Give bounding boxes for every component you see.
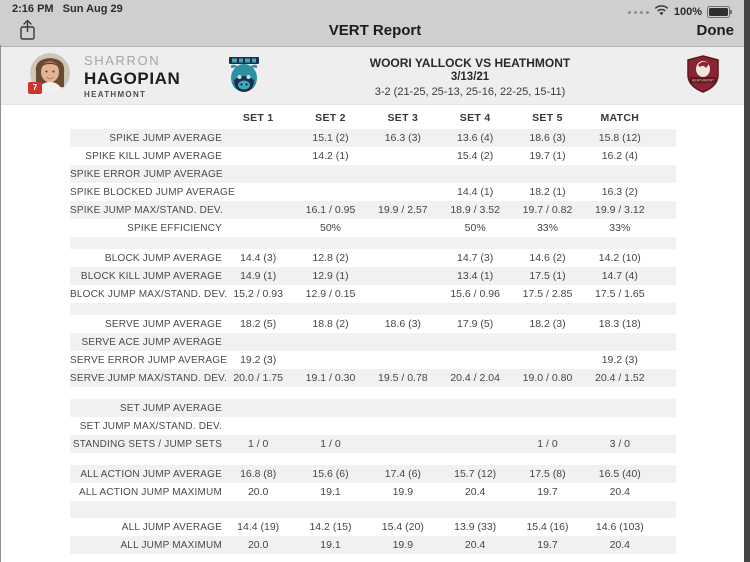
stat-value: 20.4 / 1.52 — [594, 372, 645, 384]
stat-value: 17.5 / 1.65 — [594, 288, 645, 300]
player-first-name: SHARRON — [84, 53, 161, 68]
stat-value: 14.2 (1) — [312, 150, 349, 162]
stats-table-rows — [70, 129, 676, 554]
stat-value: 14.6 (103) — [595, 521, 644, 533]
stat-value: 15.6 / 0.96 — [450, 288, 500, 300]
table-row — [70, 399, 676, 417]
stat-value: 18.3 (18) — [598, 318, 641, 330]
woori-yallock-mascot-logo — [226, 56, 262, 99]
stat-value: 15.1 (2) — [312, 132, 349, 144]
stat-value: 20.4 — [609, 486, 631, 498]
table-spacer-row — [70, 237, 676, 249]
screen-edge-right — [744, 0, 750, 562]
table-row — [70, 369, 676, 387]
column-header: SET 4 — [459, 111, 491, 124]
stat-value: 15.7 (12) — [454, 468, 497, 480]
stat-value: 3 / 0 — [609, 438, 631, 450]
stat-value: 20.0 — [247, 486, 269, 498]
row-label: SERVE JUMP MAX/STAND. DEV. — [70, 372, 228, 384]
stat-value: 20.4 — [609, 539, 631, 551]
row-label: BLOCK JUMP AVERAGE — [104, 252, 222, 264]
player-name-block — [84, 54, 180, 99]
column-header: SET 2 — [315, 111, 346, 124]
nav-bar — [0, 17, 750, 45]
stat-value: 17.5 / 2.85 — [522, 288, 573, 300]
table-row — [70, 249, 676, 267]
stat-value: 14.7 (3) — [457, 252, 494, 264]
stat-value: 50% — [319, 222, 341, 234]
row-label: ALL JUMP MAXIMUM — [120, 539, 222, 551]
stat-value: 18.6 (3) — [529, 132, 566, 144]
status-date: Sun Aug 29 — [62, 3, 123, 15]
table-row — [70, 219, 676, 237]
table-row — [70, 435, 676, 453]
row-label: SPIKE BLOCKED JUMP AVERAGE — [70, 186, 235, 198]
stat-value: 14.2 (10) — [598, 252, 641, 264]
stat-value: 19.9 — [392, 539, 414, 551]
stat-value: 19.2 (3) — [601, 354, 638, 366]
stat-value: 20.4 — [464, 486, 486, 498]
row-label: SERVE ERROR JUMP AVERAGE — [70, 354, 228, 366]
table-row — [70, 483, 676, 501]
stat-value: 19.7 — [537, 539, 558, 551]
table-spacer-row — [70, 387, 676, 399]
stat-value: 19.1 — [320, 539, 341, 551]
stat-value: 13.9 (33) — [454, 521, 497, 533]
stat-value: 17.9 (5) — [457, 318, 494, 330]
stat-value: 14.4 (19) — [237, 521, 280, 533]
table-row — [70, 315, 676, 333]
stat-value: 13.6 (4) — [457, 132, 494, 144]
stat-value: 16.2 (4) — [601, 150, 638, 162]
table-spacer-row — [70, 303, 676, 315]
player-header — [0, 47, 744, 105]
stat-value: 16.3 (2) — [601, 186, 638, 198]
table-row — [70, 285, 676, 303]
done-button[interactable]: Done — [696, 22, 734, 39]
stat-value: 16.5 (40) — [598, 468, 641, 480]
stat-value: 20.4 / 2.04 — [450, 372, 500, 384]
table-spacer-row — [70, 453, 676, 465]
cellular-signal-icon — [628, 11, 649, 14]
stat-value: 19.7 / 0.82 — [522, 204, 573, 216]
stat-value: 15.4 (2) — [457, 150, 494, 162]
stat-value: 15.6 (6) — [312, 468, 349, 480]
column-header: MATCH — [600, 111, 640, 124]
stat-value: 13.4 (1) — [457, 270, 494, 282]
stat-value: 1 / 0 — [247, 438, 269, 450]
stat-value: 20.0 / 1.75 — [233, 372, 283, 384]
svg-text:HEATHMONT: HEATHMONT — [691, 78, 715, 83]
row-label: STANDING SETS / JUMP SETS — [72, 438, 222, 450]
stat-value: 12.9 (1) — [312, 270, 349, 282]
match-info — [320, 57, 620, 98]
screen-edge-left — [0, 45, 1, 562]
table-row — [70, 183, 676, 201]
table-row — [70, 267, 676, 285]
column-header: SET 1 — [242, 111, 274, 124]
stat-value: 15.8 (12) — [598, 132, 641, 144]
stat-value: 17.4 (6) — [384, 468, 421, 480]
row-label: SPIKE JUMP MAX/STAND. DEV. — [70, 204, 223, 216]
match-title: WOORI YALLOCK VS HEATHMONT — [369, 56, 571, 70]
row-label: SPIKE EFFICIENCY — [127, 222, 222, 234]
table-row — [70, 536, 676, 554]
jersey-number-badge: 7 — [28, 82, 42, 94]
column-header: SET 3 — [387, 111, 419, 124]
stat-value: 19.2 (3) — [240, 354, 277, 366]
stat-value: 18.9 / 3.52 — [450, 204, 500, 216]
stat-value: 16.8 (8) — [240, 468, 277, 480]
top-bar — [0, 0, 750, 47]
stat-value: 14.9 (1) — [240, 270, 277, 282]
stat-value: 33% — [536, 222, 558, 234]
battery-percent: 100% — [673, 6, 702, 18]
match-score: 3-2 (21-25, 25-13, 25-16, 22-25, 15-11) — [374, 85, 566, 98]
heathmont-shield-logo — [686, 55, 720, 98]
stat-value: 1 / 0 — [320, 438, 341, 450]
stat-value: 16.3 (3) — [384, 132, 421, 144]
row-label: ALL JUMP AVERAGE — [121, 521, 222, 533]
column-header: SET 5 — [532, 111, 563, 124]
stat-value: 33% — [609, 222, 631, 234]
stat-value: 19.7 (1) — [529, 150, 566, 162]
stat-value: 14.4 (3) — [240, 252, 277, 264]
stat-value: 14.6 (2) — [529, 252, 566, 264]
page-title: VERT Report — [328, 22, 422, 39]
stat-value: 15.4 (20) — [381, 521, 424, 533]
stat-value: 19.7 — [537, 486, 558, 498]
stat-value: 19.9 / 2.57 — [378, 204, 428, 216]
stat-value: 19.1 / 0.30 — [305, 372, 356, 384]
stat-value: 18.2 (1) — [529, 186, 566, 198]
table-row — [70, 165, 676, 183]
stat-value: 14.2 (15) — [309, 521, 352, 533]
row-label: SET JUMP MAX/STAND. DEV. — [79, 420, 222, 432]
player-team-name: HEATHMONT — [84, 90, 147, 99]
stat-value: 18.8 (2) — [312, 318, 349, 330]
table-row — [70, 129, 676, 147]
stats-table-header — [70, 106, 676, 129]
stat-value: 12.8 (2) — [312, 252, 349, 264]
stat-value: 20.4 — [464, 539, 486, 551]
stat-value: 19.5 / 0.78 — [378, 372, 428, 384]
row-label: SPIKE KILL JUMP AVERAGE — [85, 150, 222, 162]
row-label: SERVE JUMP AVERAGE — [105, 318, 222, 330]
row-label: SPIKE ERROR JUMP AVERAGE — [70, 168, 223, 180]
stat-value: 19.0 / 0.80 — [522, 372, 573, 384]
table-row — [70, 147, 676, 165]
stat-value: 12.9 / 0.15 — [305, 288, 356, 300]
row-label: SERVE ACE JUMP AVERAGE — [81, 336, 222, 348]
player-avatar — [30, 53, 70, 93]
row-label: ALL ACTION JUMP MAXIMUM — [79, 486, 222, 498]
stat-value: 14.4 (1) — [457, 186, 494, 198]
stat-value: 19.9 / 3.12 — [594, 204, 645, 216]
stat-value: 1 / 0 — [537, 438, 558, 450]
table-row — [70, 465, 676, 483]
row-label: SET JUMP AVERAGE — [119, 402, 222, 414]
stat-value: 14.7 (4) — [601, 270, 638, 282]
table-spacer-row — [70, 501, 676, 518]
status-time-date — [12, 3, 129, 15]
status-time: 2:16 PM — [12, 3, 54, 15]
stat-value: 15.4 (16) — [526, 521, 569, 533]
stat-value: 20.0 — [247, 539, 269, 551]
table-row — [70, 518, 676, 536]
stat-value: 15.2 / 0.93 — [233, 288, 283, 300]
row-label: BLOCK KILL JUMP AVERAGE — [80, 270, 222, 282]
stat-value: 17.5 (8) — [529, 468, 566, 480]
player-last-name: HAGOPIAN — [84, 69, 181, 88]
status-bar — [0, 3, 740, 17]
stat-value: 18.2 (3) — [529, 318, 566, 330]
stat-value: 50% — [464, 222, 486, 234]
stat-value: 17.5 (1) — [529, 270, 566, 282]
row-label: ALL ACTION JUMP AVERAGE — [80, 468, 222, 480]
stat-value: 16.1 / 0.95 — [305, 204, 356, 216]
table-row — [70, 333, 676, 351]
row-label: SPIKE JUMP AVERAGE — [109, 132, 222, 144]
stat-value: 18.2 (5) — [240, 318, 277, 330]
table-row — [70, 417, 676, 435]
stats-table — [70, 106, 676, 554]
table-row — [70, 351, 676, 369]
stat-value: 19.9 — [392, 486, 414, 498]
stat-value: 19.1 — [320, 486, 341, 498]
row-label: BLOCK JUMP MAX/STAND. DEV. — [70, 288, 228, 300]
table-row — [70, 201, 676, 219]
stat-value: 18.6 (3) — [384, 318, 421, 330]
match-date: 3/13/21 — [450, 71, 490, 83]
